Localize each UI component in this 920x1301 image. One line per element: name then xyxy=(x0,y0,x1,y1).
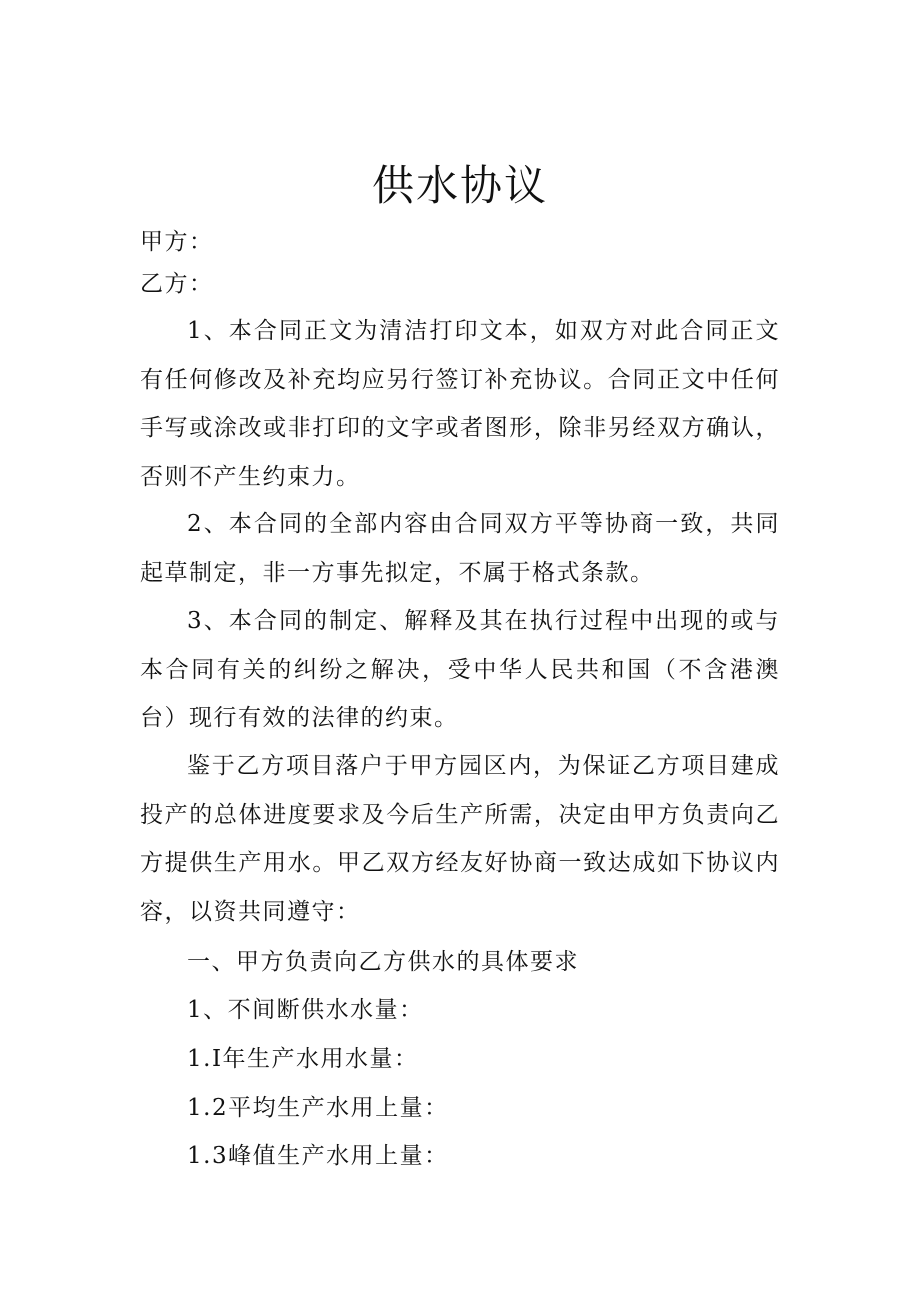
item-1: 1、不间断供水水量： xyxy=(187,997,424,1023)
item-1-3: 1.3峰值生产水用上量： xyxy=(187,1143,449,1169)
clause-1: 1、本合同正文为清洁打印文本，如双方对此合同正文有任何修改及补充均应另行签订补充协议。合同正文中任何手写或涂改或非打印的文字或者图形，除非另经双方确认，否则不产生约束力。 xyxy=(140,318,780,490)
item-1-1: 1.I年生产水用水量： xyxy=(187,1046,419,1072)
party-b-label: 乙方： xyxy=(140,271,214,297)
party-a-label: 甲方： xyxy=(140,229,214,255)
section-1-heading: 一、甲方负责向乙方供水的具体要求 xyxy=(187,949,579,975)
clause-2: 2、本合同的全部内容由合同双方平等协商一致，共同起草制定，非一方事先拟定，不属于格式条款。 xyxy=(140,511,780,586)
document-title: 供水协议 xyxy=(371,161,548,210)
item-1-2: 1.2平均生产水用上量： xyxy=(187,1095,449,1121)
clause-3: 3、本合同的制定、解释及其在执行过程中出现的或与本合同有关的纠纷之解决，受中华人民共和国（不含港澳台）现行有效的法律的约束。 xyxy=(140,608,780,731)
preamble-paragraph: 鉴于乙方项目落户于甲方园区内，为保证乙方项目建成投产的总体进度要求及今后生产所需，决定由甲方负责向乙方提供生产用水。甲乙双方经友好协商一致达成如下协议内容，以资共同遵守： xyxy=(140,753,780,925)
